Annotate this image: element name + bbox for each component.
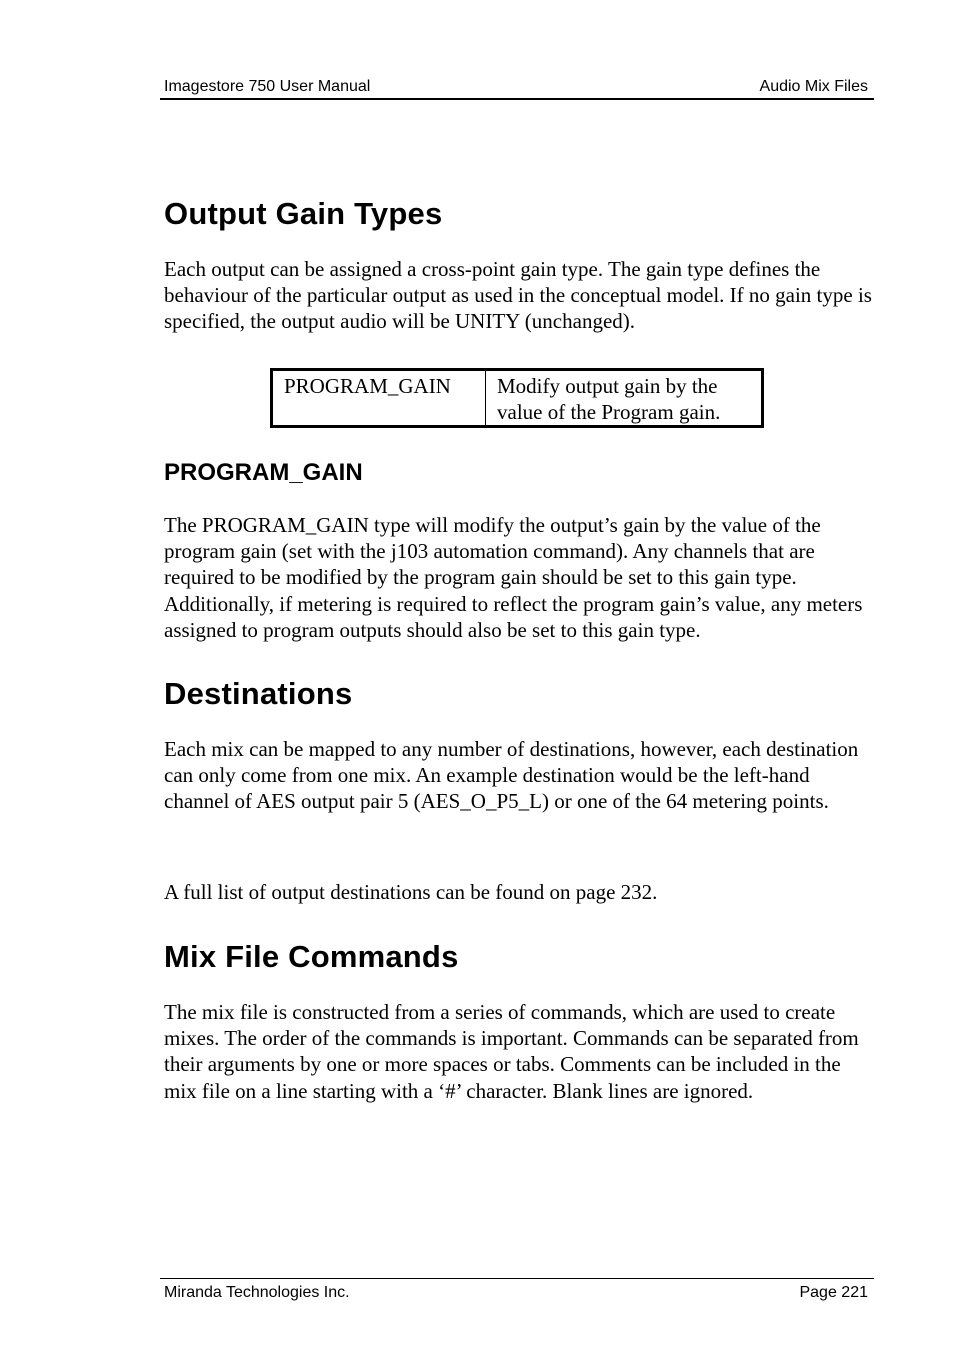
page-footer xyxy=(160,1278,874,1303)
paragraph-program-gain: The PROGRAM_GAIN type will modify the output’s gain by the value of the program gain (set with the j103 automation command). Any channels that are required to be modified by the program gain should be set to this gain type. Additionally, if metering is required to reflect the program gain’s value, any meters assigned to program outputs should also be set to this gain type. xyxy=(164,513,863,642)
page-header xyxy=(160,77,874,100)
paragraph-destinations: Each mix can be mapped to any number of destinations, however, each destination can only come from one mix. An example destination would be the left-hand channel of AES output pair 5 (AES_O_P5_L) or one of the 64 metering points. xyxy=(164,737,859,814)
gain-type-cell: PROGRAM_GAIN xyxy=(272,370,486,427)
paragraph-output-gain-intro: Each output can be assigned a cross-point gain type. The gain type defines the behaviour of the particular output as used in the conceptual model. If no gain type is specified, the output audio will be UNITY (unchanged). xyxy=(164,257,872,334)
paragraph-destinations-list: A full list of output destinations can be found on page 232. xyxy=(164,880,658,904)
table-row xyxy=(272,370,763,427)
footer-company: Miranda Technologies Inc. xyxy=(164,1284,350,1301)
heading-program-gain: PROGRAM_GAIN xyxy=(164,459,363,486)
footer-page-number: Page 221 xyxy=(799,1284,868,1301)
paragraph-mix-file-commands: The mix file is constructed from a series of commands, which are used to create mixes. The order of the commands is important. Commands can be separated from their arguments by one or more spaces or tabs. Comments can be included in the mix file on a line starting with a ‘#’ character. Blank lines are ignored. xyxy=(164,1000,859,1103)
heading-mix-file-commands: Mix File Commands xyxy=(164,939,459,974)
heading-destinations: Destinations xyxy=(164,676,353,711)
gain-description-cell: Modify output gain by the value of the Program gain. xyxy=(497,374,721,424)
header-manual-title: Imagestore 750 User Manual xyxy=(164,78,371,95)
header-chapter-title: Audio Mix Files xyxy=(759,78,868,95)
gain-type-table xyxy=(270,368,764,428)
heading-output-gain-types: Output Gain Types xyxy=(164,196,443,231)
